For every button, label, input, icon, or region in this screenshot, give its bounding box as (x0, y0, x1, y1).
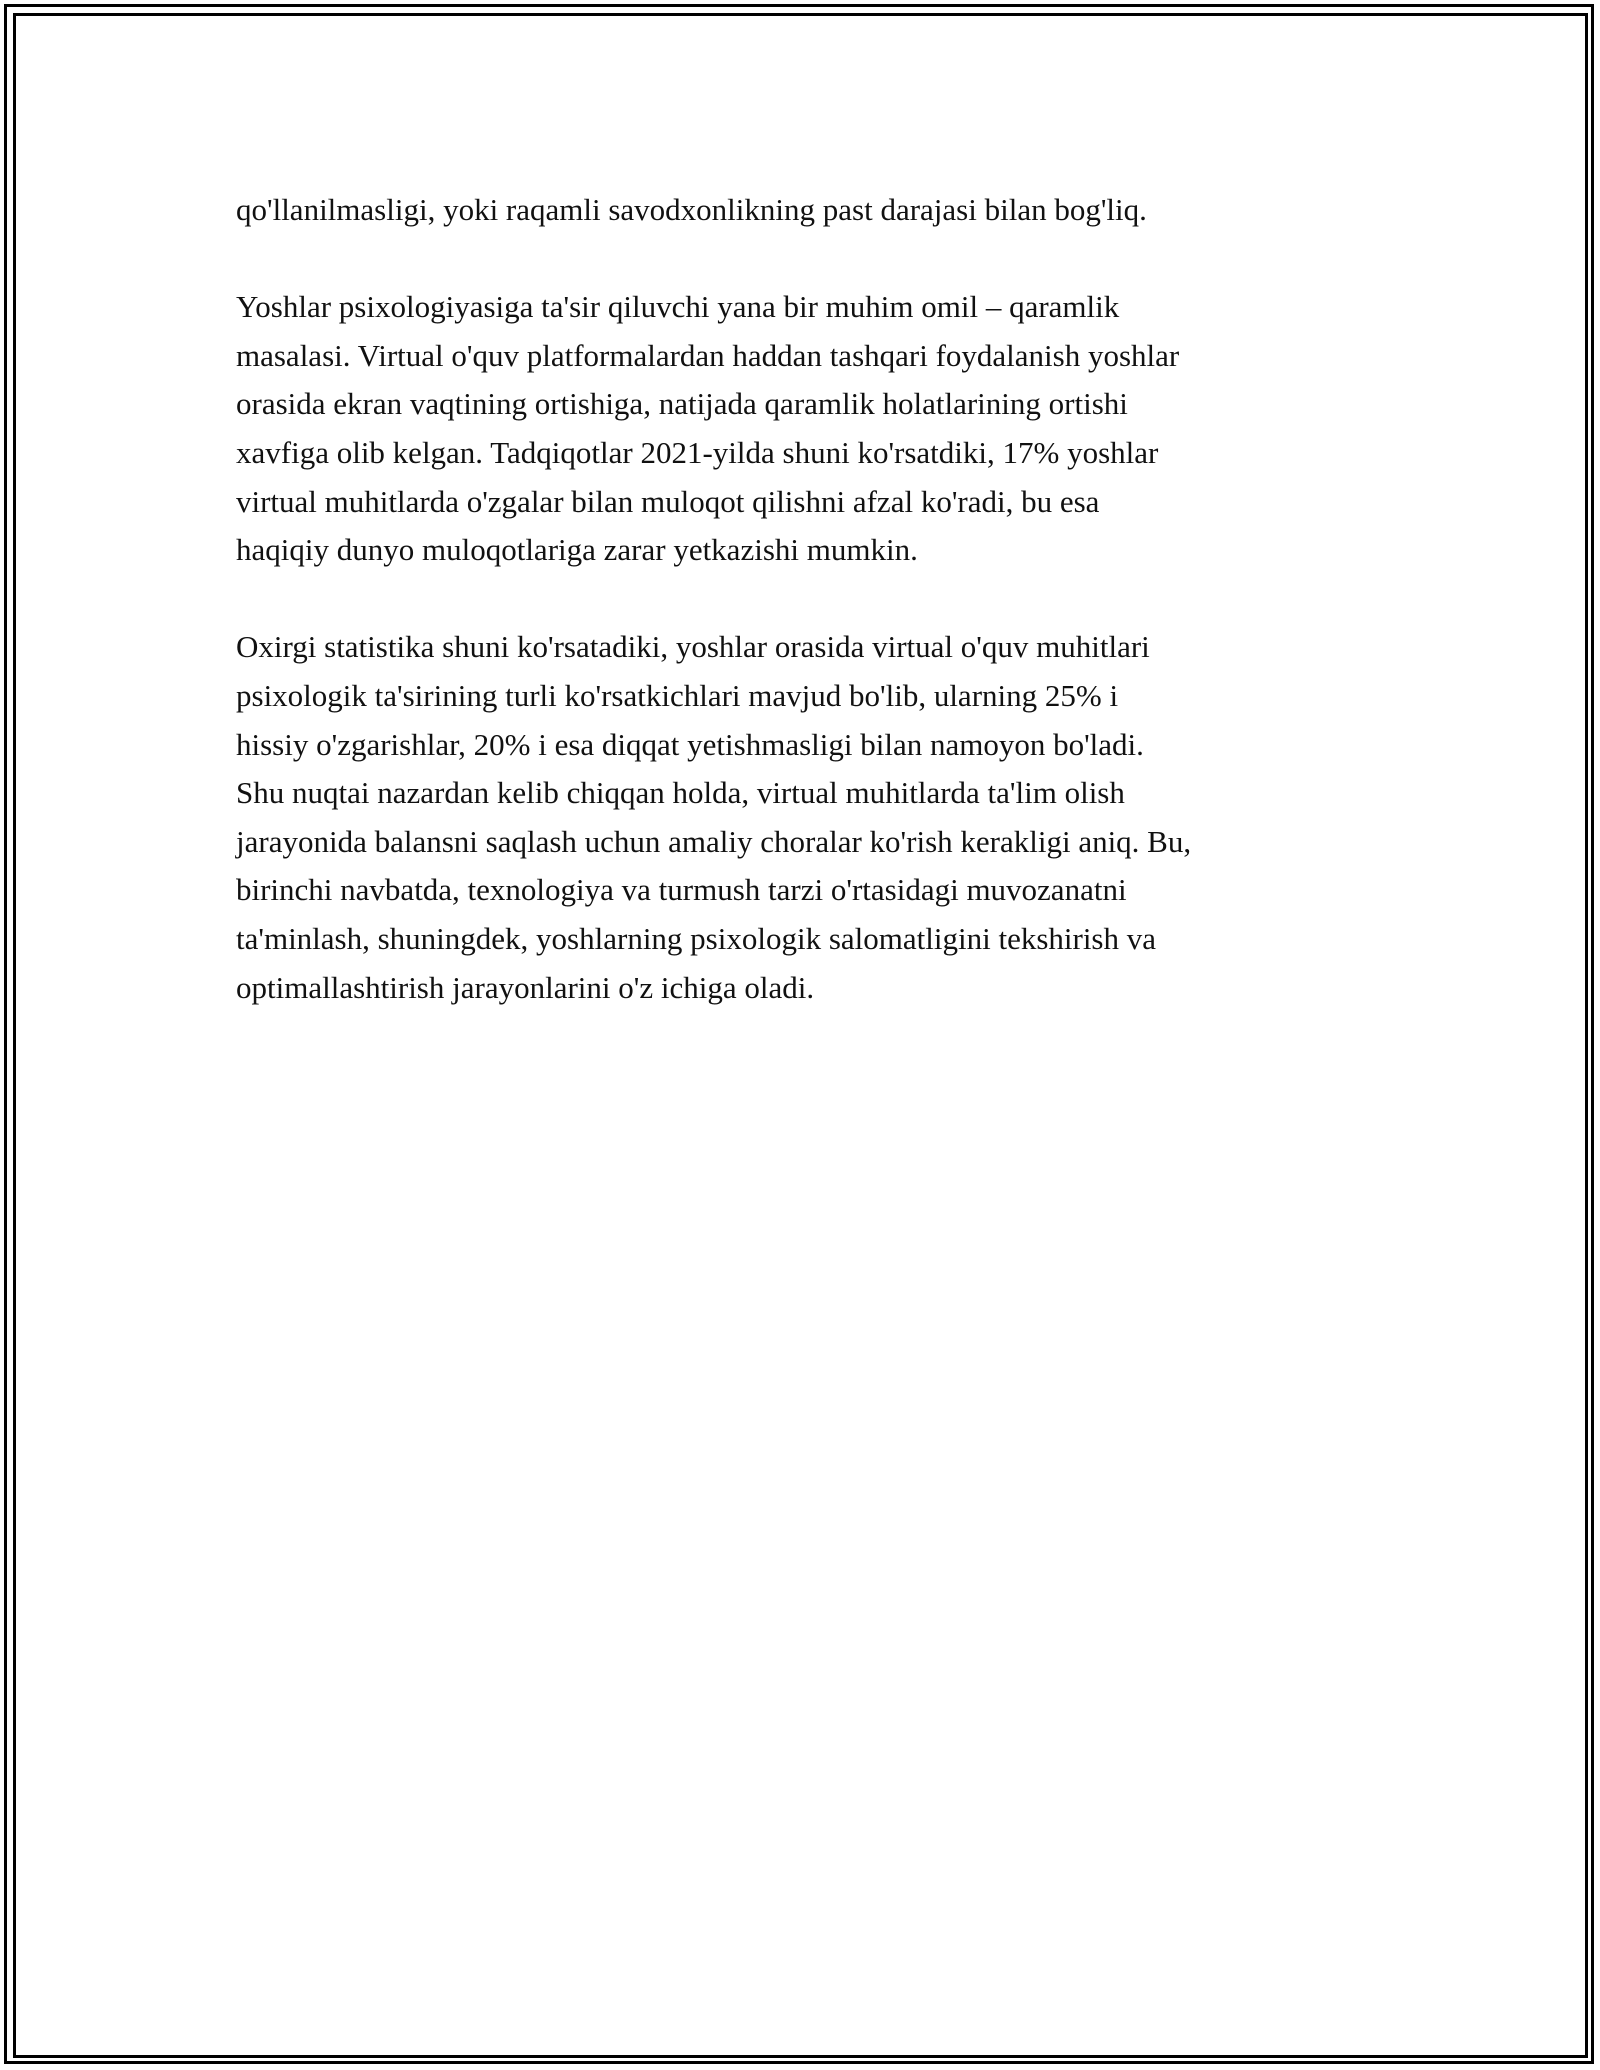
text-line: Shu nuqtai nazardan kelib chiqqan holda, virtual muhitlarda ta'lim olish (236, 775, 1125, 811)
text-line: Yoshlar psixologiyasiga ta'sir qiluvchi yana bir muhim omil – qaramlik (236, 289, 1120, 325)
text-line: haqiqiy dunyo muloqotlariga zarar yetkazishi mumkin. (236, 532, 918, 568)
text-line: ta'minlash, shuningdek, yoshlarning psixologik salomatligini tekshirish va (236, 920, 1157, 956)
text-line: xavfiga olib kelgan. Tadqiqotlar 2021-yilda shuni ko'rsatdiki, 17% yoshlar (236, 434, 1159, 470)
text-line: qo'llanilmasligi, yoki raqamli savodxonlikning past darajasi bilan bog'liq. (236, 192, 1147, 227)
paragraph-1 (236, 186, 1370, 235)
text-line: birinchi navbatda, texnologiya va turmush tarzi o'rtasidagi muvozanatni (236, 872, 1127, 908)
paragraph-2 (236, 283, 1370, 575)
text-line: psixologik ta'sirining turli ko'rsatkichlari mavjud bo'lib, ularning 25% i (236, 677, 1119, 713)
text-line: orasida ekran vaqtining ortishiga, natijada qaramlik holatlarining ortishi (236, 386, 1128, 422)
document-body (236, 186, 1370, 1061)
paragraph-3 (236, 623, 1370, 1012)
text-line: masalasi. Virtual o'quv platformalardan haddan tashqari foydalanish yoshlar (236, 337, 1180, 373)
text-line: jarayonida balansni saqlash uchun amaliy choralar ko'rish kerakligi aniq. Bu, (236, 823, 1192, 859)
text-line: optimallashtirish jarayonlarini o'z ichiga oladi. (236, 969, 815, 1005)
text-line: Oxirgi statistika shuni ko'rsatadiki, yoshlar orasida virtual o'quv muhitlari (236, 629, 1150, 665)
text-line: virtual muhitlarda o'zgalar bilan muloqot qilishni afzal ko'radi, bu esa (236, 483, 1100, 519)
text-line: hissiy o'zgarishlar, 20% i esa diqqat yetishmasligi bilan namoyon bo'ladi. (236, 726, 1144, 762)
